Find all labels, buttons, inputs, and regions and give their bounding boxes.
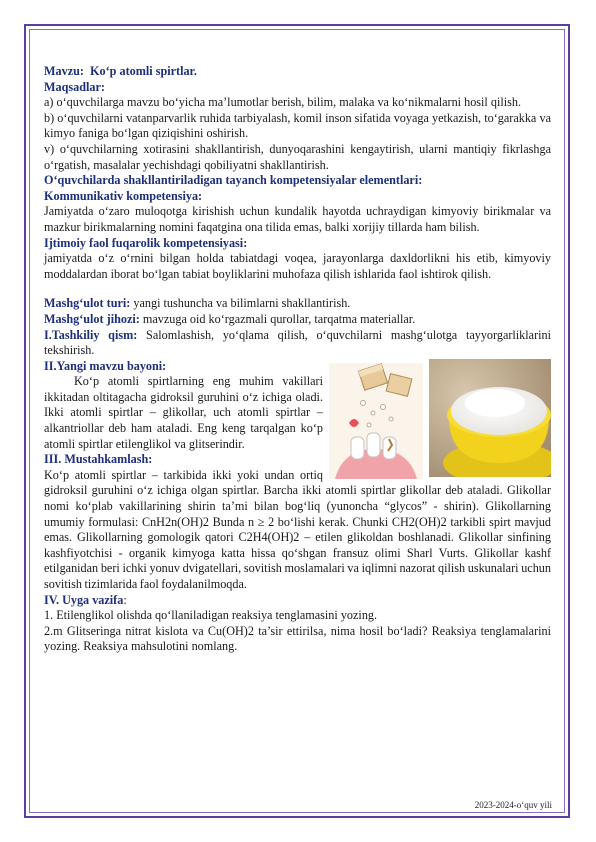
communicative-heading: Kommunikativ kompetensiya: — [44, 188, 203, 203]
lesson-plan — [44, 64, 551, 655]
illustrations — [329, 359, 551, 479]
new-topic-text: Ko‘p atomli spirtlarning eng muhim vakillari ikkitadan oltitagacha gidroksil guruhini o‘z ichiga oladi. Ikki atomli spirtlar – glikollar, uch atomli spirtlar – alkantriollar deb ham ataladi. Eng keng tarqalgan ko‘p atomli spirtlar etilenglikol va glitserindir. — [44, 374, 323, 451]
footer-year: 2023-2024-o‘quv yili — [474, 800, 552, 810]
goal-b: b) o‘quvchilarni vatanparvarlik ruhida tarbiyalash, komil inson sifatida voyaga yetkazish, to‘garakka va kimyo faniga bo‘lgan qiziqishini oshirish. — [44, 110, 551, 141]
civic-text: jamiyatda o‘z o‘rnini bilgan holda tabiatdagi voqea, jarayonlarga daxldorlikni his etib, kimyoviy moddalardan iborat bo‘lgan tabiat boyliklarini muhofaza qilish ishlarida faol ishtirok qilish. — [44, 251, 551, 281]
homework-heading-line — [44, 593, 551, 609]
goal-v: v) o‘quvchilarning xotirasini shakllantirish, dunyoqarashini kengaytirish, ularni mantiqiy fikrlashga o‘rgatish, masalalar yechishdagi qobiliyatni shakllantirish. — [44, 141, 551, 172]
goals-heading: Maqsadlar: — [44, 79, 105, 94]
communicative-text: Jamiyatda o‘zaro muloqotga kirishish uchun kundalik hayotda uchraydigan kimyoviy birikmalar va mazkur birikmalarning nomini faqatgina ona tilida emas, balki xorijiy tillarda ham bilish. — [44, 204, 551, 234]
homework-colon: : — [123, 592, 127, 607]
topic-title: Ko‘p atomli spirtlar. — [90, 64, 197, 78]
consolidation-heading: III. Mustahkamlash: — [44, 452, 153, 467]
civic-heading: Ijtimoiy faol fuqarolik kompetensiyasi: — [44, 235, 248, 250]
homework-item-1: 1. Etilenglikol olishda qo‘llaniladigan reaksiya tenglamasini yozing. — [44, 608, 378, 623]
topic-line — [44, 64, 551, 80]
sugar-cubes-tooth-illustration — [329, 363, 423, 479]
lesson-type-line — [44, 296, 551, 312]
equipment-label: Mashg‘ulot jihozi: — [44, 311, 140, 326]
lesson-type-label: Mashg‘ulot turi: — [44, 296, 131, 311]
equipment-value: mavzuga oid ko‘rgazmali qurollar, tarqatma materiallar. — [139, 311, 416, 326]
new-topic-heading: II.Yangi mavzu bayoni: — [44, 358, 167, 373]
equipment-line — [44, 312, 551, 328]
homework-item-2: 2.m Glitseringa nitrat kislota va Cu(OH)2 ta’sir ettirilsa, nima hosil bo‘ladi? Reaksiya tenglamalarini yozing. Reaksiya mahsulotini nomlang. — [44, 623, 551, 654]
goal-a: a) o‘quvchilarga mavzu bo‘yicha ma’lumotlar berish, bilim, malaka va ko‘nikmalarni hosil qilish. — [44, 95, 521, 110]
organizational-part — [44, 328, 551, 359]
sugar-bowl-photo — [429, 359, 551, 477]
topic-label: Mavzu: — [44, 64, 84, 78]
consolidation-text: Ko‘p atomli spirtlar – tarkibida ikki yoki undan ortiq gidroksil guruhini o‘z ichiga olgan spirtlar. Barcha ikki atomli spirtlar glikollar deb ataladi. Glikollar nomi ko‘plab vakillarining shirin ta’mi bilan bog‘liq (yunoncha “glycos” - shirin). Glikollarning umumiy formulasi: CnH2n(OH)2 Bunda n ≥ 2 bo‘lishi kerak. Chunki CH2(OH)2 tarkibli spirt mavjud emas. Glikollarning gomologik qatori C2H4(OH)2 – etilen glikoldan boshlanadi. Glikollar sinfining kashfiyotchisi - organik kimyoga katta hissa qo‘shgan fransuz olimi Sharl Vurts. Glikollar kashf etilganidan beri ichki yonuv dvigatellari, sovitish moslamalari va iqlimni nazorat qilish uskunalari uchun sovitish tizimlarida faol foydalanilmoqda. — [44, 467, 551, 591]
organizational-text: Salomlashish, yo‘qlama qilish, o‘quvchilarni mashg‘ulotga tayyorgarliklarini tekshirish. — [44, 327, 552, 358]
lesson-type-value: yangi tushuncha va bilimlarni shakllantirish. — [130, 296, 351, 311]
organizational-label: I.Tashkiliy qism: — [44, 327, 138, 342]
homework-label: IV. Uyga vazifa — [44, 592, 124, 607]
competencies-heading: O‘quvchilarda shakllantiriladigan tayanch kompetensiyalar elementlari: — [44, 173, 423, 188]
